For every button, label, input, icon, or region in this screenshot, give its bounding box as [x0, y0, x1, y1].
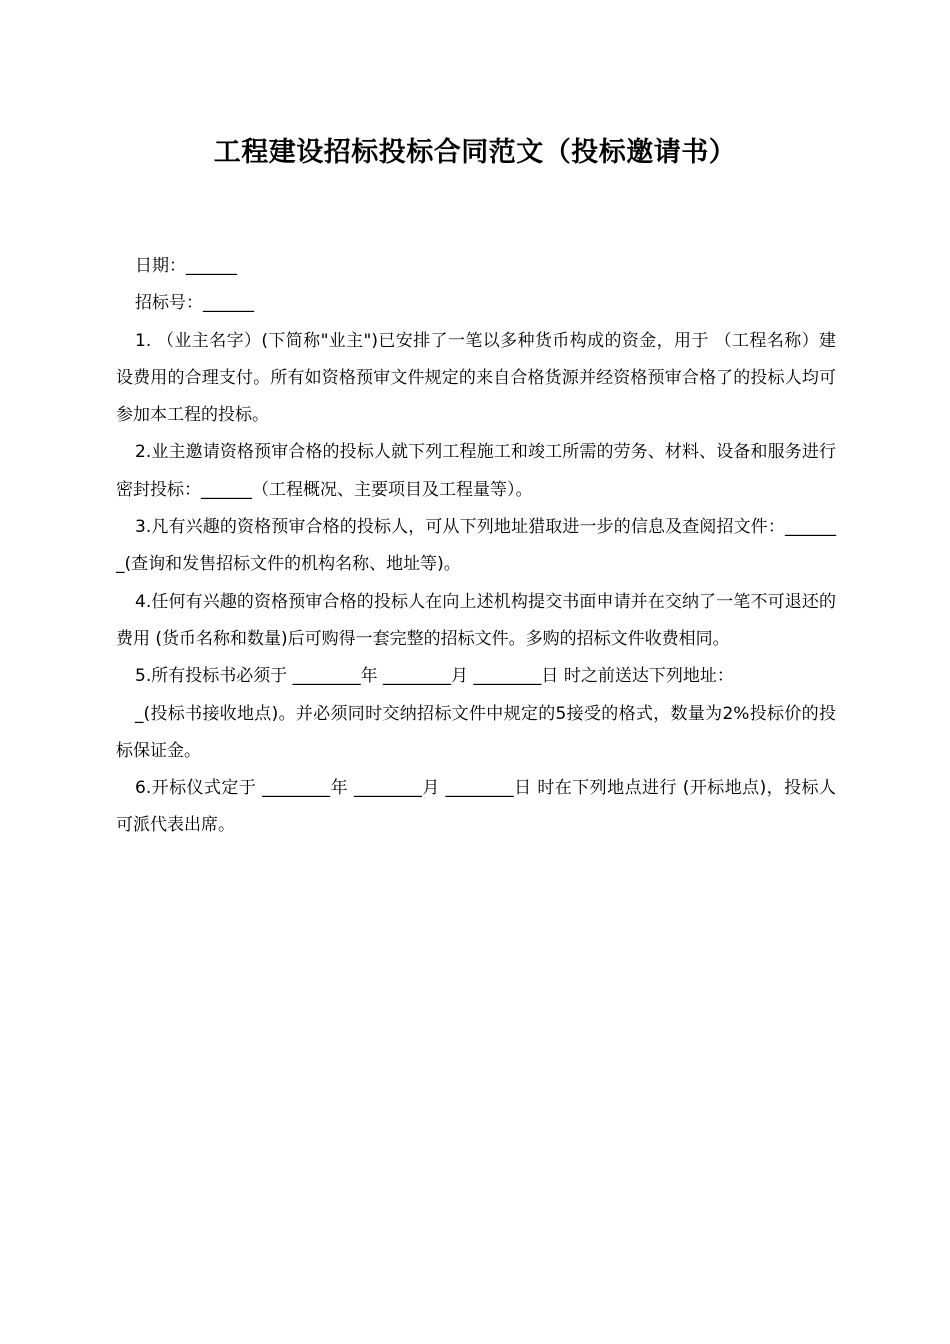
paragraph-1: 1. （业主名字）(下简称"业主")已安排了一笔以多种货币构成的资金，用于 （工程名称）建设费用的合理支付。所有如资格预审文件规定的来自合格货源并经资格预审合格了的投标人均可参加本工程的投标。 — [116, 330, 836, 426]
paragraph-2: 2.业主邀请资格预审合格的投标人就下列工程施工和竣工所需的劳务、材料、设备和服务进行密封投标：______（工程概况、主要项目及工程量等）。 — [116, 442, 836, 500]
paragraph-6: 6.开标仪式定于 ________年 ________月 ________日 时在下列地点进行 (开标地点)，投标人可派代表出席。 — [116, 778, 836, 836]
document-body — [116, 248, 836, 845]
paragraph-4: 4.任何有兴趣的资格预审合格的投标人在向上述机构提交书面申请并在交纳了一笔不可退还的费用 (货币名称和数量)后可购得一套完整的招标文件。多购的招标文件收费相同。 — [116, 591, 836, 649]
paragraph-5-continued: _(投标书接收地点)。并必须同时交纳招标文件中规定的5接受的格式，数量为2%投标价的投标保证金。 — [116, 703, 836, 761]
bid-number-line: 招标号：______ — [135, 293, 254, 314]
paragraph-5: 5.所有投标书必须于 ________年 ________月 ________日 时之前送达下列地址： — [135, 666, 734, 687]
date-line: 日期：______ — [135, 256, 237, 276]
paragraph-3: 3.凡有兴趣的资格预审合格的投标人，可从下列地址猎取进一步的信息及查阅招文件：______ _(查询和发售招标文件的机构名称、地址等)。 — [116, 517, 836, 575]
document-title: 工程建设招标投标合同范文（投标邀请书） — [213, 137, 737, 168]
